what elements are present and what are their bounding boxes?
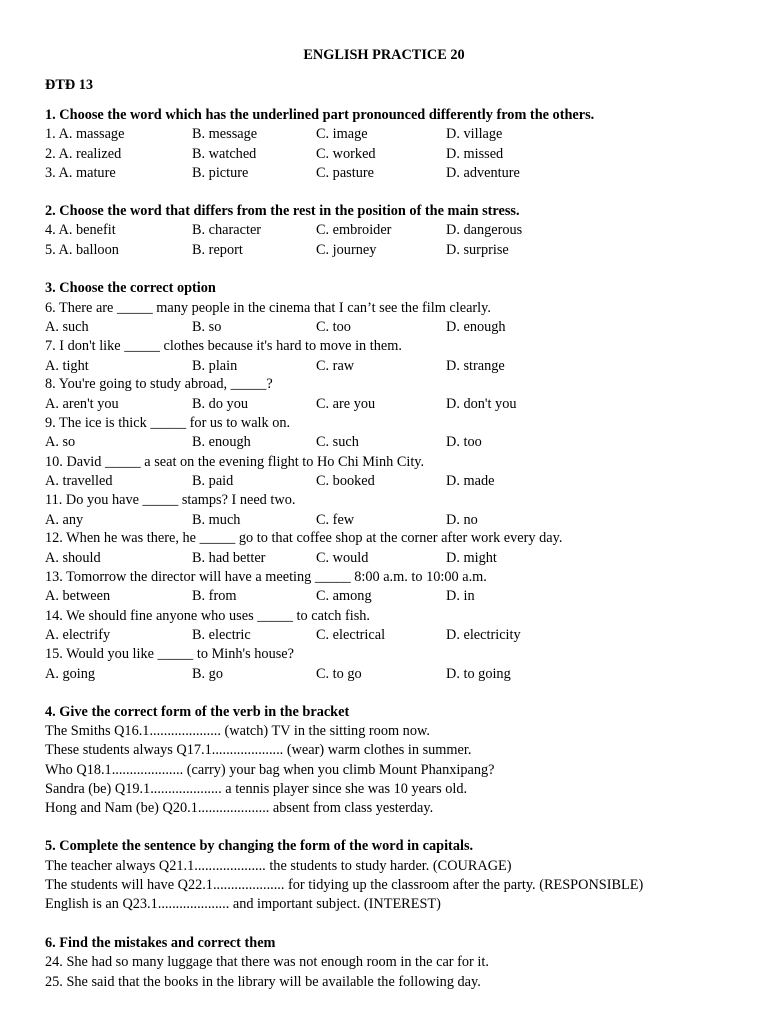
option-b: B. electric [192, 627, 251, 643]
question-stem: 7. I don't like _____ clothes because it's hard to move in them. [45, 338, 402, 354]
option-d: D. to going [446, 666, 511, 682]
option-a: A. so [45, 434, 76, 450]
option-c: C. embroider [316, 222, 392, 238]
question-stem: 14. We should fine anyone who uses _____ to catch fish. [45, 608, 370, 624]
option-c: C. pasture [316, 165, 374, 181]
fill-in-line: These students always Q17.1.................... (wear) warm clothes in summer. [45, 742, 472, 758]
option-d: D. strange [446, 358, 505, 374]
option-b: B. message [192, 126, 258, 142]
document-code: ĐTĐ 13 [45, 77, 94, 93]
fill-in-line: The Smiths Q16.1.................... (watch) TV in the sitting room now. [45, 723, 430, 739]
section-1-heading: 1. Choose the word which has the underlined part pronounced differently from the others. [45, 107, 595, 123]
option-a: A. aren't you [45, 396, 119, 412]
option-b: B. from [192, 588, 237, 604]
option-c: C. too [316, 319, 351, 335]
option-b: B. enough [192, 434, 251, 450]
section-6-heading: 6. Find the mistakes and correct them [45, 935, 276, 951]
option-d: D. electricity [446, 627, 521, 643]
option-d: D. might [446, 550, 497, 566]
option-a: A. travelled [45, 473, 113, 489]
question-stem: 15. Would you like _____ to Minh's house? [45, 646, 294, 662]
mistake-sentence: 24. She had so many luggage that there was not enough room in the car for it. [45, 954, 489, 970]
option-a: 1. A. massage [45, 126, 125, 142]
option-c: C. are you [316, 396, 376, 412]
option-b: B. had better [192, 550, 266, 566]
option-a: A. going [45, 666, 96, 682]
option-b: B. paid [192, 473, 234, 489]
option-c: C. few [316, 512, 355, 528]
option-b: B. report [192, 242, 243, 258]
section-2-heading: 2. Choose the word that differs from the rest in the position of the main stress. [45, 203, 520, 219]
option-d: D. don't you [446, 396, 517, 412]
option-c: C. worked [316, 146, 376, 162]
question-stem: 8. You're going to study abroad, _____? [45, 376, 273, 392]
fill-in-line: Hong and Nam (be) Q20.1.................... absent from class yesterday. [45, 800, 434, 816]
question-stem: 9. The ice is thick _____ for us to walk on. [45, 415, 291, 431]
option-a: A. any [45, 512, 84, 528]
option-b: B. so [192, 319, 222, 335]
section-3-heading: 3. Choose the correct option [45, 280, 216, 296]
option-d: D. enough [446, 319, 506, 335]
option-b: B. watched [192, 146, 257, 162]
option-b: B. plain [192, 358, 238, 374]
option-b: B. go [192, 666, 223, 682]
option-a: 5. A. balloon [45, 242, 119, 258]
option-c: C. such [316, 434, 359, 450]
fill-in-line: The teacher always Q21.1.................... the students to study harder. (COURAGE) [45, 858, 512, 874]
option-a: A. electrify [45, 627, 111, 643]
option-b: B. do you [192, 396, 249, 412]
option-a: A. tight [45, 358, 89, 374]
mistake-sentence: 25. She said that the books in the library will be available the following day. [45, 974, 481, 990]
option-b: B. much [192, 512, 241, 528]
question-stem: 11. Do you have _____ stamps? I need two. [45, 492, 296, 508]
fill-in-line: The students will have Q22.1.................... for tidying up the classroom after the party. (RESPONSIBLE) [45, 877, 644, 893]
question-stem: 12. When he was there, he _____ go to that coffee shop at the corner after work every day. [45, 530, 563, 546]
option-d: D. in [446, 588, 475, 604]
question-stem: 10. David _____ a seat on the evening flight to Ho Chi Minh City. [45, 454, 425, 470]
option-b: B. picture [192, 165, 249, 181]
option-a: 4. A. benefit [45, 222, 116, 238]
page-title: ENGLISH PRACTICE 20 [303, 47, 465, 63]
section-4-heading: 4. Give the correct form of the verb in the bracket [45, 704, 350, 720]
option-c: C. electrical [316, 627, 386, 643]
option-c: C. image [316, 126, 368, 142]
fill-in-line: Sandra (be) Q19.1.................... a tennis player since she was 10 years old. [45, 781, 468, 797]
fill-in-line: Who Q18.1.................... (carry) your bag when you climb Mount Phanxipang? [45, 762, 495, 778]
option-a: A. such [45, 319, 89, 335]
option-b: B. character [192, 222, 262, 238]
option-d: D. dangerous [446, 222, 523, 238]
option-d: D. too [446, 434, 482, 450]
option-c: C. among [316, 588, 372, 604]
option-a: 3. A. mature [45, 165, 116, 181]
option-a: A. between [45, 588, 111, 604]
option-c: C. booked [316, 473, 375, 489]
option-a: 2. A. realized [45, 146, 122, 162]
fill-in-line: English is an Q23.1.................... and important subject. (INTEREST) [45, 896, 441, 912]
option-a: A. should [45, 550, 101, 566]
option-d: D. surprise [446, 242, 509, 258]
option-d: D. village [446, 126, 503, 142]
question-stem: 13. Tomorrow the director will have a meeting _____ 8:00 a.m. to 10:00 a.m. [45, 569, 487, 585]
option-c: C. journey [316, 242, 377, 258]
option-d: D. no [446, 512, 478, 528]
question-stem: 6. There are _____ many people in the cinema that I can’t see the film clearly. [45, 300, 491, 316]
option-c: C. would [316, 550, 369, 566]
option-d: D. missed [446, 146, 504, 162]
section-5-heading: 5. Complete the sentence by changing the form of the word in capitals. [45, 838, 474, 854]
option-d: D. adventure [446, 165, 520, 181]
option-c: C. to go [316, 666, 362, 682]
option-d: D. made [446, 473, 495, 489]
option-c: C. raw [316, 358, 355, 374]
